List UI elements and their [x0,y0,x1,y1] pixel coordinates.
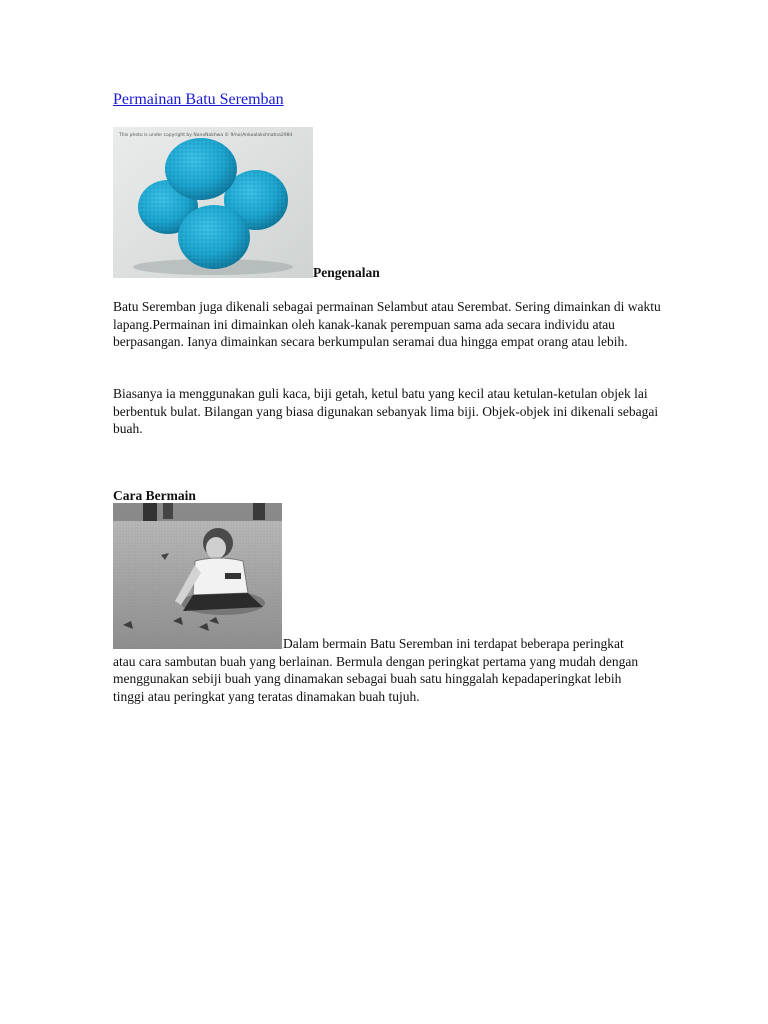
cara-bermain-paragraph: Dalam bermain Batu Seremban ini terdapat beberapa peringkat atau cara sambutan buah yang berlainan. Bermula dengan peringkat pertama yang mudah dengan menggunakan sebiji buah yang dinamakan sebagai buah satu hinggalah kepadaperingkat lebih tinggi atau peringkat yang teratas dinamakan buah tujuh. [113,636,639,704]
child-playing-image [113,503,282,649]
photo-copyright-text: This photo is under copyright by NanoNakhwa © 9/no(Ankoalakshnatna2984 [119,133,293,138]
seremban-balls-image [113,127,313,278]
intro-paragraph-2: Biasanya ia menggunakan guli kaca, biji getah, ketul batu yang kecil atau ketulan-ketulan objek lai berbentuk bulat. Bilangan yang biasa digunakan sebanyak lima biji. Objek-objek ini dikenali sebagai buah. [113,386,659,436]
section-heading-pengenalan: Pengenalan [313,265,380,280]
section-heading-cara-bermain: Cara Bermain [113,488,196,503]
document-title-link[interactable]: Permainan Batu Seremban [113,91,284,108]
intro-paragraph-1: Batu Seremban juga dikenali sebagai permainan Selambut atau Serembat. Sering dimainkan di waktu lapang.Permainan ini dimainkan oleh kanak-kanak perempuan sama ada secara individu atau berpasangan. Ianya dimainkan secara berkumpulan seramai dua hingga empat orang atau lebih. [113,299,661,349]
